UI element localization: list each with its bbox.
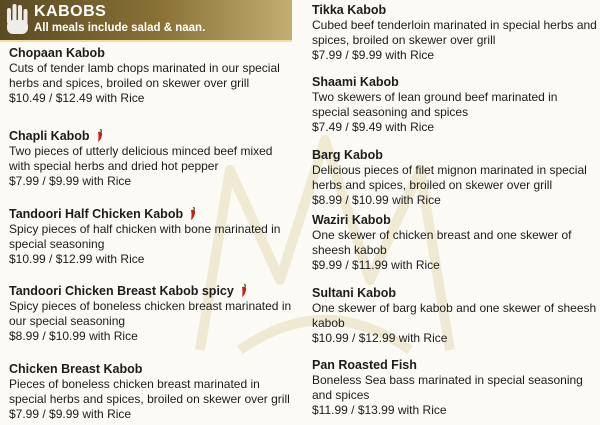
menu-item-name: Sultani Kabob bbox=[312, 286, 397, 300]
menu-item bbox=[9, 361, 294, 422]
menu-item bbox=[9, 128, 294, 206]
menu-item-price: $7.99 / $9.99 with Rice bbox=[312, 48, 435, 62]
menu-item-description: One skewer of barg kabob and one skewer of sheesh kabob bbox=[312, 301, 597, 330]
menu-item-price: $10.99 / $12.99 with Rice bbox=[9, 252, 145, 266]
menu-item-name: Chicken Breast Kabob bbox=[9, 362, 143, 376]
menu-item-name-row bbox=[9, 283, 294, 299]
menu-item-name: Shaami Kabob bbox=[312, 75, 399, 89]
menu-item-price: $11.99 / $13.99 with Rice bbox=[312, 403, 447, 417]
menu-item-price: $7.99 / $9.99 with Rice bbox=[9, 174, 132, 188]
menu-item-price: $10.99 / $12.99 with Rice bbox=[312, 331, 448, 345]
chili-pepper-icon bbox=[95, 129, 105, 143]
menu-item-price: $8.99 / $10.99 with Rice bbox=[9, 329, 138, 343]
menu-item-price: $7.49 / $9.49 with Rice bbox=[312, 120, 435, 134]
menu-item-name-row bbox=[9, 206, 294, 222]
menu-item bbox=[9, 45, 294, 128]
menu-item-description: Two pieces of utterly delicious minced beef mixed with special herbs and dried hot pepper bbox=[9, 144, 273, 173]
menu-item-description: Spicy pieces of half chicken with bone marinated in special seasoning bbox=[9, 222, 281, 251]
menu-item-name: Tandoori Half Chicken Kabob bbox=[9, 207, 184, 221]
menu-item bbox=[312, 212, 598, 285]
menu-item-price: $7.99 / $9.99 with Rice bbox=[9, 407, 132, 421]
menu-item-description: Cubed beef tenderloin marinated in special herbs and spices, broiled on skewer over grill bbox=[312, 18, 597, 47]
menu-item-price: $10.49 / $12.49 with Rice bbox=[9, 91, 145, 105]
menu-item bbox=[312, 285, 598, 357]
menu-item-description: Delicious pieces of filet mignon marinated in special herbs and spices, broiled on skewer over grill bbox=[312, 163, 587, 192]
menu-item-name-row bbox=[9, 128, 294, 144]
menu-item-name: Waziri Kabob bbox=[312, 213, 391, 227]
menu-item-price: $9.99 / $11.99 with Rice bbox=[312, 258, 440, 272]
menu-item-description: Cuts of tender lamb chops marinated in our special herbs and spices, broiled on skewer over grill bbox=[9, 61, 280, 90]
menu-item-description: Spicy pieces of boneless chicken breast marinated in our special seasoning bbox=[9, 299, 292, 328]
menu-item-name: Chapli Kabob bbox=[9, 129, 90, 143]
menu-item-price: $8.99 / $10.99 with Rice bbox=[312, 193, 441, 207]
menu-item bbox=[9, 283, 294, 361]
menu-item bbox=[312, 147, 598, 212]
menu-item-name: Tikka Kabob bbox=[312, 3, 387, 17]
menu-column-right bbox=[312, 2, 598, 418]
menu-item bbox=[9, 206, 294, 283]
menu-item bbox=[312, 357, 598, 418]
chili-pepper-icon bbox=[239, 284, 249, 298]
menu-item-name: Tandoori Chicken Breast Kabob spicy bbox=[9, 284, 234, 298]
menu-item-description: Pieces of boneless chicken breast marinated in special herbs and spices, broiled on skewer over grill bbox=[9, 377, 290, 406]
section-header bbox=[0, 0, 292, 42]
menu-column-left bbox=[9, 45, 294, 422]
section-subtitle: All meals include salad & naan. bbox=[34, 22, 206, 34]
section-title: KABOBS bbox=[34, 3, 107, 20]
menu-item-name: Chopaan Kabob bbox=[9, 46, 105, 60]
menu-item-description: One skewer of chicken breast and one skewer of sheesh kabob bbox=[312, 228, 572, 257]
menu-item-description: Boneless Sea bass marinated in special seasoning and spices bbox=[312, 373, 583, 402]
chili-pepper-icon bbox=[188, 207, 198, 221]
menu-item bbox=[312, 74, 598, 147]
hand-logo-icon bbox=[4, 2, 32, 38]
menu-item bbox=[312, 2, 598, 74]
menu-item-name: Barg Kabob bbox=[312, 148, 383, 162]
menu-item-name: Pan Roasted Fish bbox=[312, 358, 417, 372]
menu-item-description: Two skewers of lean ground beef marinated in special seasoning and spices bbox=[312, 90, 558, 119]
